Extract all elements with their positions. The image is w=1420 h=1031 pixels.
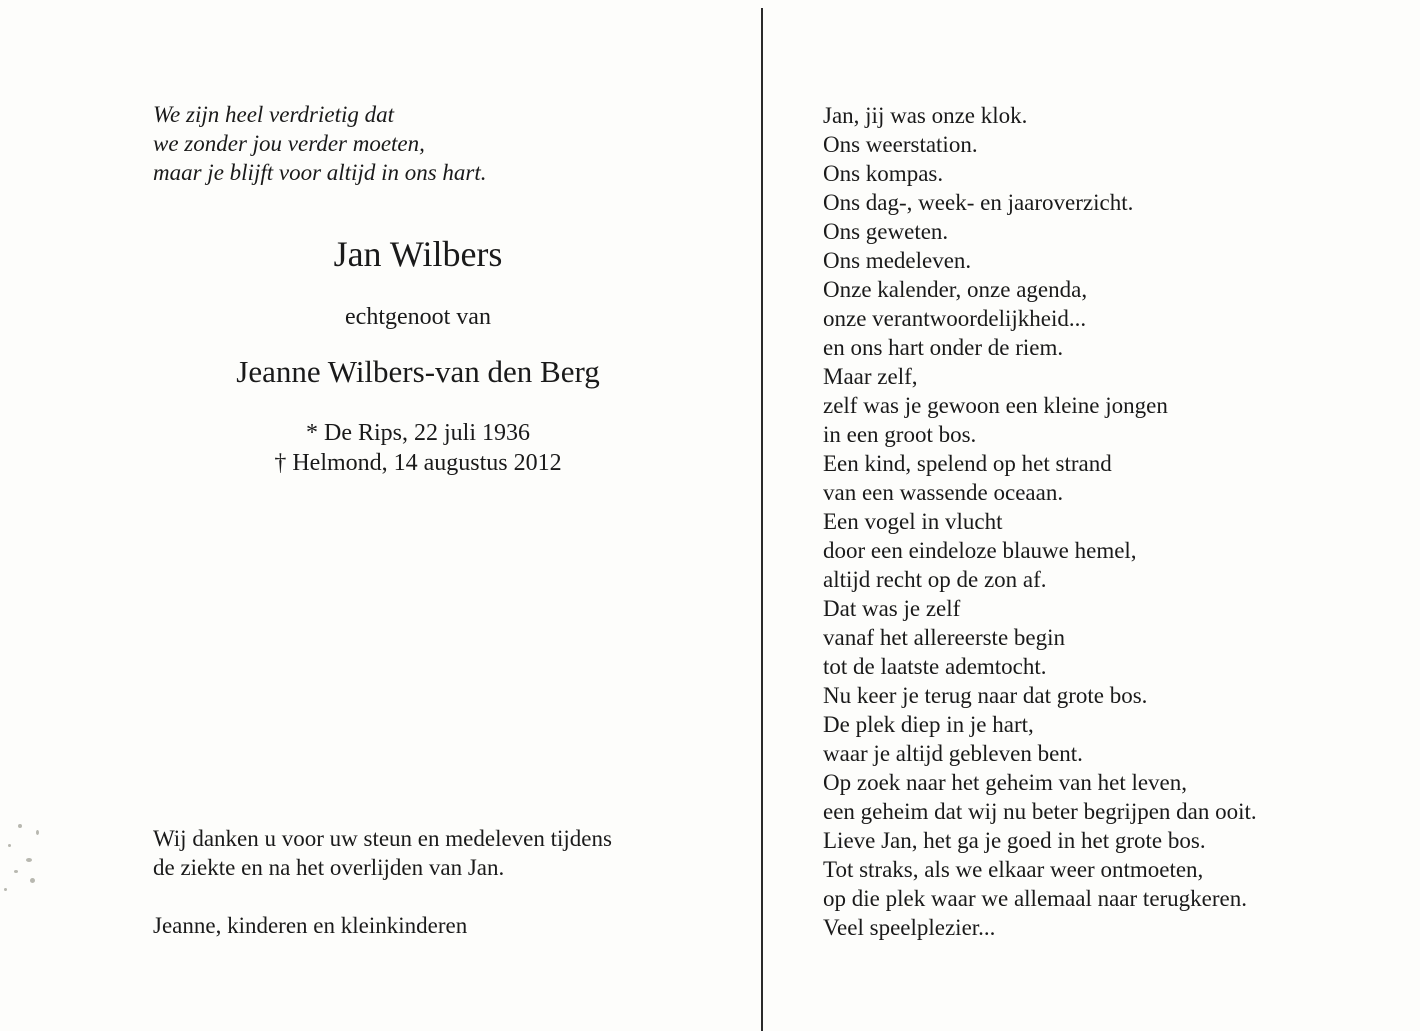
fold-line (761, 8, 763, 1031)
poem-line: Een vogel in vlucht (823, 509, 1003, 534)
poem-line: van een wassende oceaan. (823, 480, 1064, 505)
poem-line: Ons medeleven. (823, 248, 972, 273)
poem-line: onze verantwoordelijkheid... (823, 306, 1087, 331)
poem-line: en ons hart onder de riem. (823, 335, 1064, 360)
poem-line: tot de laatste ademtocht. (823, 654, 1047, 679)
birth-line: * De Rips, 22 juli 1936 (305, 420, 530, 446)
poem-line: in een groot bos. (823, 422, 977, 447)
intro-verse (153, 100, 713, 187)
thanks-line: Wij danken u voor uw steun en medeleven tijdens (153, 826, 612, 851)
poem-line: vanaf het allereerste begin (823, 625, 1066, 650)
spouse-name: Jeanne Wilbers-van den Berg (236, 354, 600, 389)
poem (823, 101, 1257, 942)
family-signature: Jeanne, kinderen en kleinkinderen (153, 913, 468, 938)
poem-line: Onze kalender, onze agenda, (823, 277, 1088, 302)
poem-line: Veel speelplezier... (823, 915, 996, 940)
poem-line: Een kind, spelend op het strand (823, 451, 1112, 476)
paper-smudge (0, 818, 56, 898)
thanks-line: de ziekte en na het overlijden van Jan. (153, 855, 505, 880)
poem-line: De plek diep in je hart, (823, 712, 1034, 737)
deceased-name: Jan Wilbers (333, 234, 503, 274)
thanks-message (153, 824, 612, 882)
poem-line: Tot straks, als we elkaar weer ontmoeten, (823, 857, 1204, 882)
poem-line: altijd recht op de zon af. (823, 567, 1047, 592)
poem-line: een geheim dat wij nu beter begrijpen dan ooit. (823, 799, 1257, 824)
poem-line: door een eindeloze blauwe hemel, (823, 538, 1137, 563)
death-line: † Helmond, 14 augustus 2012 (274, 450, 562, 476)
poem-line: Dat was je zelf (823, 596, 961, 621)
poem-line: waar je altijd gebleven bent. (823, 741, 1083, 766)
relation-text: echtgenoot van (345, 304, 491, 330)
poem-line: Ons geweten. (823, 219, 949, 244)
poem-line: Ons kompas. (823, 161, 944, 186)
poem-line: Op zoek naar het geheim van het leven, (823, 770, 1188, 795)
poem-line: Lieve Jan, het ga je goed in het grote bos. (823, 828, 1206, 853)
intro-line: We zijn heel verdrietig dat (153, 102, 395, 127)
intro-line: maar je blijft voor altijd in ons hart. (153, 160, 487, 185)
poem-line: zelf was je gewoon een kleine jongen (823, 393, 1168, 418)
poem-line: Ons dag-, week- en jaaroverzicht. (823, 190, 1134, 215)
poem-line: Ons weerstation. (823, 132, 978, 157)
poem-line: Nu keer je terug naar dat grote bos. (823, 683, 1148, 708)
poem-line: Maar zelf, (823, 364, 918, 389)
intro-line: we zonder jou verder moeten, (153, 131, 425, 156)
poem-line: Jan, jij was onze klok. (823, 103, 1028, 128)
poem-line: op die plek waar we allemaal naar terugkeren. (823, 886, 1248, 911)
